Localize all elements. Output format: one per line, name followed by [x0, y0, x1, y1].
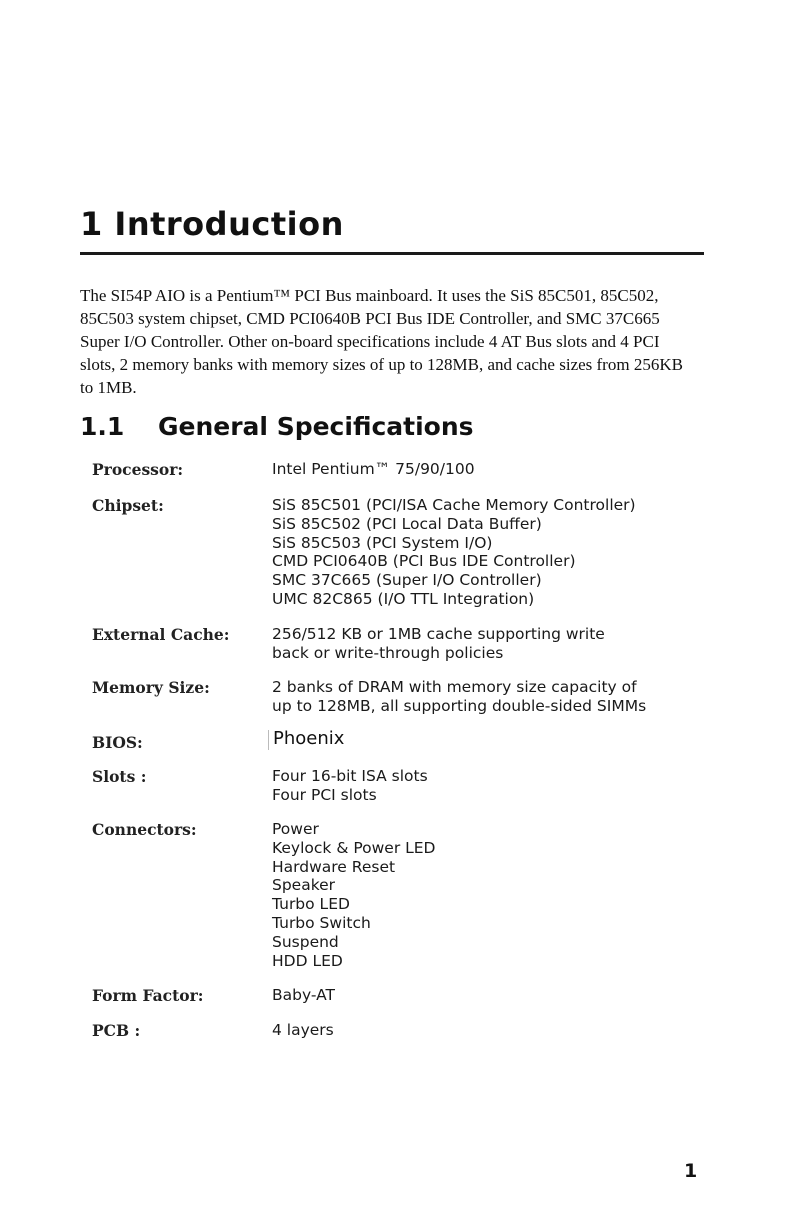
spec-label-slots: Slots :	[92, 767, 147, 786]
spec-value: Hardware Reset	[272, 857, 396, 876]
spec-value: HDD LED	[272, 951, 343, 970]
spec-label-pcb: PCB :	[92, 1021, 141, 1040]
section-heading	[80, 412, 474, 441]
spec-value: Phoenix	[268, 730, 346, 750]
section-number: 1.1	[80, 412, 125, 441]
spec-values-bios	[272, 730, 346, 750]
spec-label-external-cache: External Cache:	[92, 625, 230, 644]
spec-value: up to 128MB, all supporting double-sided SIMMs	[272, 696, 647, 715]
spec-label-form-factor: Form Factor:	[92, 986, 204, 1005]
spec-label-bios: BIOS:	[92, 733, 143, 752]
section-title: General Specifications	[158, 412, 474, 441]
spec-value: back or write-through policies	[272, 643, 504, 662]
spec-label-memory-size: Memory Size:	[92, 678, 210, 697]
spec-values-processor	[272, 460, 475, 479]
spec-values-external-cache	[272, 625, 605, 663]
spec-value: 4 layers	[272, 1021, 334, 1039]
spec-value: Keylock & Power LED	[272, 838, 436, 857]
spec-value: Intel Pentium™ 75/90/100	[272, 460, 475, 478]
spec-value: SiS 85C502 (PCI Local Data Buffer)	[272, 514, 542, 533]
spec-value: SMC 37C665 (Super I/O Controller)	[272, 571, 542, 590]
spec-value: Four PCI slots	[272, 785, 377, 804]
spec-label-connectors: Connectors:	[92, 820, 197, 839]
spec-values-chipset	[272, 496, 636, 609]
spec-label-processor: Processor:	[92, 460, 184, 479]
spec-label-chipset: Chipset:	[92, 496, 164, 515]
spec-value: 256/512 KB or 1MB cache supporting write	[272, 625, 605, 643]
page-number: 1	[684, 1160, 698, 1182]
spec-value: Turbo LED	[272, 895, 350, 914]
spec-values-form-factor	[272, 986, 335, 1005]
spec-value: UMC 82C865 (I/O TTL Integration)	[272, 589, 535, 608]
spec-values-connectors	[272, 820, 435, 970]
spec-value: Four 16-bit ISA slots	[272, 767, 428, 785]
spec-values-pcb	[272, 1021, 334, 1040]
spec-values-memory-size	[272, 678, 646, 716]
spec-values-slots	[272, 767, 428, 805]
spec-value: Baby-AT	[272, 986, 335, 1004]
spec-value: Turbo Switch	[272, 913, 371, 932]
spec-value: CMD PCI0640B (PCI Bus IDE Controller)	[272, 552, 576, 571]
intro-paragraph: The SI54P AIO is a Pentium™ PCI Bus mainboard. It uses the SiS 85C501, 85C502, 85C503 system chipset, CMD PCI0640B PCI Bus IDE Controller, and SMC 37C665 Super I/O Controller. Other on-board specifications include 4 AT Bus slots and 4 PCI slots, 2 memory banks with memory sizes of up to 128MB, and cache sizes from 256KB to 1MB.	[80, 286, 683, 397]
spec-value: 2 banks of DRAM with memory size capacity of	[272, 678, 637, 696]
spec-value: Suspend	[272, 932, 339, 951]
spec-value: SiS 85C503 (PCI System I/O)	[272, 533, 493, 552]
spec-value: Power	[272, 820, 319, 838]
spec-value: Speaker	[272, 876, 336, 895]
spec-value: SiS 85C501 (PCI/ISA Cache Memory Controller)	[272, 496, 636, 514]
chapter-divider	[80, 252, 704, 255]
chapter-title: 1 Introduction	[80, 205, 344, 243]
